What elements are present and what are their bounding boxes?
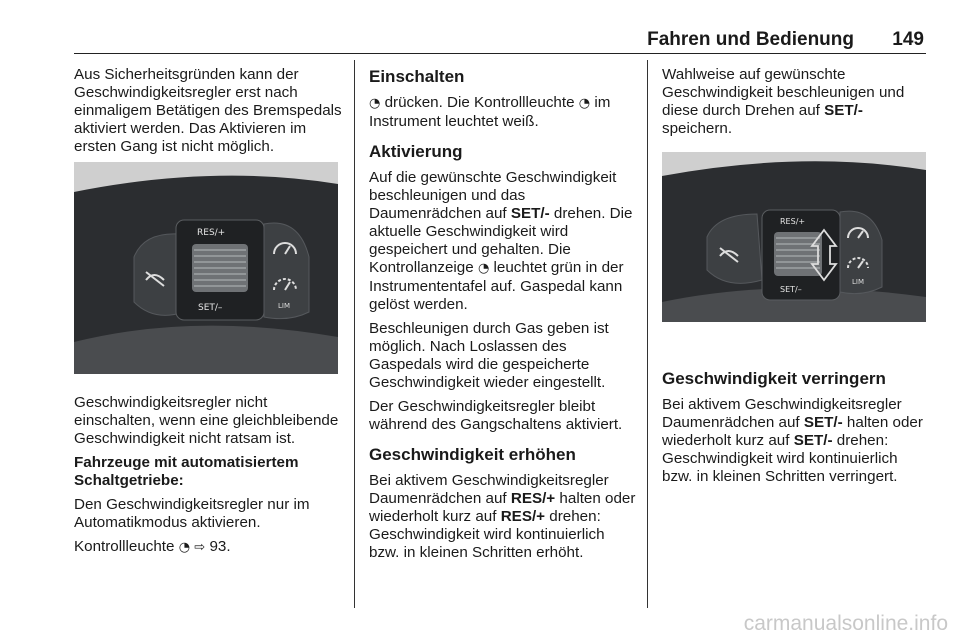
column-right bbox=[662, 66, 928, 492]
paragraph-safety: Aus Sicherheitsgründen kann der Geschwindigkeitsregler erst nach einmaligem Betätigen des Bremspedals aktiviert werden. Das Aktivieren im ersten Gang ist nicht möglich. bbox=[74, 66, 342, 155]
paragraph-indicator-ref: Kontrollleuchte ◔ ⇨ 93. bbox=[74, 538, 231, 555]
key-set: SET/- bbox=[824, 102, 863, 119]
key-res: RES/+ bbox=[510, 490, 556, 507]
lim-label: LIM bbox=[278, 302, 291, 310]
paragraph-speichern: Wahlweise auf gewünschte Geschwindigkeit beschleunigen und diese durch Drehen auf SET/- speichern. bbox=[662, 66, 905, 137]
watermark: carmanualsonline.info bbox=[743, 612, 948, 635]
lim-label: LIM bbox=[852, 278, 865, 286]
key-set: SET/- bbox=[803, 414, 843, 431]
heading-automated-gearbox: Fahrzeuge mit automatisiertem Schaltgetriebe: bbox=[74, 454, 299, 489]
set-label: SET/– bbox=[198, 303, 223, 313]
paragraph-erhoehen: Bei aktivem Geschwindigkeitsregler Daumenrädchen auf RES/+ halten oder wiederholt kurz auf RES/+ drehen: Geschwindigkeit wird kontinuierlich bzw. in kleinen Schritten erhöht. bbox=[369, 472, 636, 561]
paragraph-automatic-mode: Den Geschwindigkeitsregler nur im Automatikmodus aktivieren. bbox=[74, 496, 310, 531]
cruise-control-icon: ◔ bbox=[578, 96, 591, 111]
key-set: SET/- bbox=[793, 432, 833, 449]
column-divider bbox=[354, 60, 355, 608]
steering-wheel-controls-photo bbox=[74, 162, 338, 374]
heading-einschalten: Einschalten bbox=[369, 67, 465, 86]
set-label: SET/– bbox=[780, 285, 802, 294]
paragraph-gangschalten: Der Geschwindigkeitsregler bleibt während des Gangschaltens aktiviert. bbox=[369, 398, 623, 433]
column-left bbox=[74, 66, 344, 563]
page-reference-icon: ⇨ bbox=[194, 540, 206, 555]
res-label: RES/+ bbox=[197, 228, 226, 238]
page-header bbox=[74, 27, 926, 54]
cruise-control-icon: ◔ bbox=[178, 540, 191, 555]
cruise-control-icon: ◔ bbox=[477, 261, 490, 276]
heading-aktivierung: Aktivierung bbox=[369, 142, 463, 161]
paragraph-verringern: Bei aktivem Geschwindigkeitsregler Daumenrädchen auf SET/- halten oder wiederholt kurz auf SET/- drehen: Geschwindigkeit wird kontinuierlich bzw. in kleinen Schritten verringert. bbox=[662, 396, 923, 485]
page-title: Fahren und Bedienung bbox=[647, 29, 854, 50]
paragraph-warning: Geschwindigkeitsregler nicht einschalten, wenn eine gleichbleibende Geschwindigkeit nicht ratsam ist. bbox=[74, 394, 339, 447]
key-set: SET/- bbox=[510, 205, 550, 222]
cruise-control-icon: ◔ bbox=[369, 96, 381, 111]
paragraph-einschalten: ◔ drücken. Die Kontrollleuchte ◔ im Instrument leuchtet weiß. bbox=[369, 94, 611, 130]
paragraph-beschleunigen: Beschleunigen durch Gas geben ist möglich. Nach Loslassen des Gaspedals wird die gespeicherte Geschwindigkeit wieder eingestellt. bbox=[369, 320, 609, 391]
key-res: RES/+ bbox=[500, 508, 546, 525]
thumbwheel-photo bbox=[662, 152, 926, 322]
paragraph-aktivierung: Auf die gewünschte Geschwindigkeit beschleunigen und das Daumenrädchen auf SET/- drehen. Die aktuelle Geschwindigkeit wird gespeichert und gehalten. Die Kontrollanzeige ◔ leuchtet grün in der Instrumententafel auf. Gaspedal kann gelöst werden. bbox=[369, 169, 633, 313]
column-divider bbox=[647, 60, 648, 608]
heading-erhoehen: Geschwindigkeit erhöhen bbox=[369, 445, 576, 464]
heading-verringern: Geschwindigkeit verringern bbox=[662, 369, 886, 388]
res-label: RES/+ bbox=[780, 217, 806, 226]
column-middle bbox=[369, 66, 637, 568]
page-reference[interactable]: 93. bbox=[209, 538, 231, 555]
page-number: 149 bbox=[892, 29, 924, 50]
